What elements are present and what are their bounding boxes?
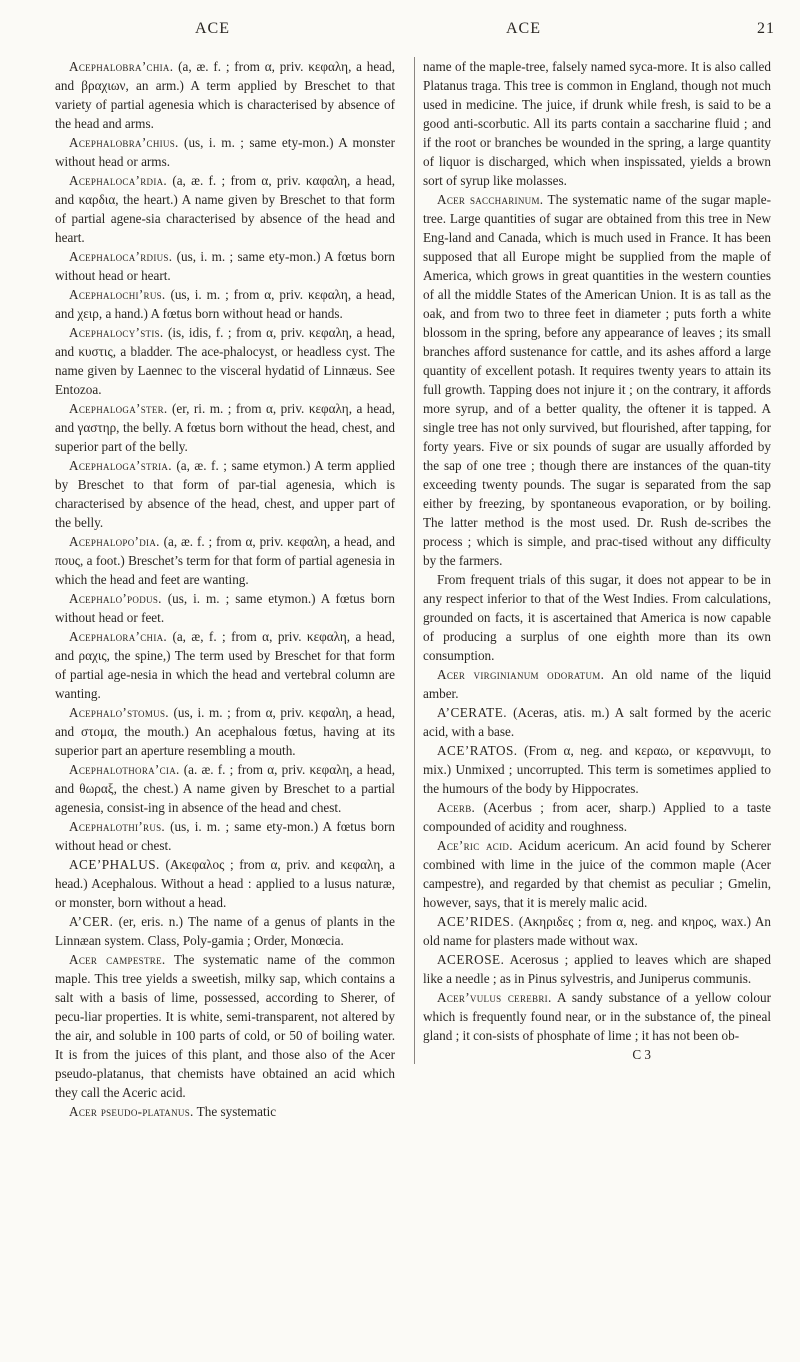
dictionary-entry	[55, 760, 395, 817]
dictionary-entry	[423, 57, 771, 190]
dictionary-entry	[55, 950, 395, 1102]
entry-headword: A’CERATE.	[437, 705, 508, 720]
entry-headword: ACE’PHALUS.	[69, 857, 160, 872]
dictionary-entry	[55, 247, 395, 285]
dictionary-entry	[423, 703, 771, 741]
dictionary-entry	[55, 57, 395, 133]
entry-definition: (a, æ. f. ; from α, priv. κεφαλη, a head, and βραχιων, an arm.) A term applied by Breschet to that variety of partial agenesia which is characterised by absence of the head and arms.	[55, 59, 395, 131]
entry-headword: ACEROSE.	[437, 952, 505, 967]
dictionary-entry	[55, 399, 395, 456]
entry-definition: (er, eris. n.) The name of a genus of plants in the Linnæan system. Class, Poly-gamia ; Order, Monœcia.	[55, 914, 395, 948]
entry-headword: Acephalo’stomus.	[69, 705, 169, 720]
entry-definition: An old name of the liquid amber.	[423, 667, 771, 701]
dictionary-entry	[423, 798, 771, 836]
entry-definition: (Acerbus ; from acer, sharp.) Applied to a taste compounded of acidity and roughness.	[423, 800, 771, 834]
entry-definition: A sandy substance of a yellow colour which is frequently found near, or in the substance of, the pineal gland ; it con-sists of phosphate of lime ; it has not been ob-	[423, 990, 772, 1043]
dictionary-entry	[55, 323, 395, 399]
entry-headword: Ace’ric acid.	[437, 838, 513, 853]
entry-headword: ACE’RATOS.	[437, 743, 518, 758]
dictionary-entry	[55, 703, 395, 760]
dictionary-entry	[55, 912, 395, 950]
entry-definition: (a. æ. f. ; from α, priv. κεφαλη, a head, and θωραξ, the chest.) A name given by Breschet to a partial agenesia, consist-ing in absence of the head and chest.	[55, 762, 395, 815]
dictionary-entry	[55, 855, 395, 912]
signature-mark: C 3	[632, 1047, 651, 1062]
right-column	[414, 57, 771, 1064]
entry-headword: Acer campestre.	[69, 952, 166, 967]
entry-definition: (is, idis, f. ; from α, priv. κεφαλη, a head, and κυστις, a bladder. The ace-phalocyst, or headless cyst. The name given by Laennec to the visceral hydatid of Linnæus. See Entozoa.	[55, 325, 395, 397]
entry-headword: Acer virginianum odoratum.	[437, 667, 605, 682]
entry-definition: (us, i. m. ; same ety-mon.) A monster without head or arms.	[55, 135, 395, 169]
left-column	[55, 57, 395, 1121]
entry-definition: (From α, neg. and κεραω, or κεραννυμι, to mix.) Unmixed ; uncorrupted. This term is sometimes applied to the humours of the body by Hippocrates.	[423, 743, 771, 796]
page-number: 21	[757, 20, 775, 37]
entry-headword: Acephalobra’chius.	[69, 135, 179, 150]
entry-headword: Acerb.	[437, 800, 476, 815]
dictionary-entry	[55, 171, 395, 247]
dictionary-entry	[423, 950, 771, 988]
entry-definition: (er, ri. m. ; from α, priv. κεφαλη, a head, and γαστηρ, the belly. A fœtus born without the head, chest, and superior part of the belly.	[55, 401, 395, 454]
entry-headword: Acephaloca’rdius.	[69, 249, 173, 264]
entry-definition: (us, i. m. ; from α, priv. κεφαλη, a head, and χειρ, a hand.) A fœtus born without head or hands.	[55, 287, 395, 321]
dictionary-entry	[55, 627, 395, 703]
entry-definition: (a, æ, f. ; from α, priv. κεφαλη, a head, and ραχις, the spine,) The term used by Breschet for that form of partial age-nesia in which the head and vertebral column are wanting.	[55, 629, 395, 701]
entry-definition: Acerosus ; applied to leaves which are shaped like a needle ; as in Pinus sylvestris, and Juniperus communis.	[423, 952, 771, 986]
running-head-left: ACE	[195, 20, 230, 37]
entry-definition: (Ακεφαλος ; from α, priv. and κεφαλη, a head.) Acephalous. Without a head : applied to a lusus naturæ, or monster, born without a head.	[55, 857, 395, 910]
running-head-right: ACE	[506, 20, 541, 37]
entry-definition: Acidum acericum. An acid found by Scherer combined with lime in the juice of the common maple (Acer campestre), and regarded by that chemist as peculiar ; Gmelin, however, says, that it is merely malic acid.	[423, 838, 771, 910]
entry-definition: (a, æ. f. ; same etymon.) A term applied by Breschet to that form of par-tial agenesia, which is characterised by absence of the head, chest, and upper part of the belly.	[55, 458, 395, 530]
entry-definition: The systematic	[193, 1104, 277, 1119]
entry-headword: Acer pseudo-platanus.	[69, 1104, 194, 1119]
dictionary-entry	[423, 190, 771, 570]
entry-headword: ACE’RIDES.	[437, 914, 515, 929]
dictionary-entry	[423, 665, 771, 703]
entry-headword: Acephalobra’chia.	[69, 59, 174, 74]
entry-definition: (us, i. m. ; same etymon.) A fœtus born without head or feet.	[55, 591, 395, 625]
dictionary-entry	[423, 836, 771, 912]
entry-headword: Acephalo’podus.	[69, 591, 162, 606]
dictionary-entry	[55, 589, 395, 627]
entry-definition: (us, i. m. ; from α, priv. κεφαλη, a head, and στομα, the mouth.) An acephalous fœtus, having at its superior part an aperture resembling a mouth.	[55, 705, 395, 758]
entry-headword: Acephalopo’dia.	[69, 534, 160, 549]
entry-headword: Acephalothi’rus.	[69, 819, 166, 834]
entry-headword: Acephaloca’rdia.	[69, 173, 168, 188]
entry-definition: The systematic name of the sugar maple-tree. Large quantities of sugar are obtained from this tree in New Eng-land and Canada, which is much used in France. It has been supposed that all Europe might be supplied from the maple of America, which grows in great quantities in the western counties of all the middle States of the American Union. It is as tall as the oak, and from two to three feet in diameter ; puts forth a white blossom in the spring, before any appearance of leaves ; its small branches afford sustenance for cattle, and its ashes afford a large quantity of excellent potash. It requires twenty years to attain its full growth. Tapping does not injure it ; on the contrary, it affords more syrup, and of a better quality, the oftener it is tapped. A single tree has not only survived, but flourished, after tapping, for forty years. Five or six pounds of sugar are usually afforded by the sap of one tree ; though there are instances of the quan-tity exceeding twenty pounds. The sugar is separated from the sap either by freezing, by spontaneous evaporation, or by boiling. The latter method is the most used. Dr. Rush de-scribes the process ; which is simple, and prac-tised without any difficulty by the farmers.	[423, 192, 772, 568]
entry-headword: Acephalocy’stis.	[69, 325, 164, 340]
entry-definition: The systematic name of the common maple. This tree yields a sweetish, milky sap, which contains a salt with a basis of lime, possessed, according to Sherer, of pecu-liar properties. It is white, semi-transparent, not altered by the air, and soluble in 100 parts of cold, or 50 of boiling water. It is from the juices of this plant, and those also of the Acer pseudo-platanus, that chemists have obtained an acid which they call the Aceric acid.	[55, 952, 395, 1100]
entry-definition: (a, æ. f. ; from α, priv. καφαλη, a head, and καρδια, the heart.) A name given by Breschet to that form of partial agene-sia characterised by absence of the head and heart.	[55, 173, 395, 245]
entry-definition: (a, æ. f. ; from α, priv. κεφαλη, a head, and πους, a foot.) Breschet’s term for that form of partial agenesia in which the head and feet are wanting.	[55, 534, 395, 587]
entry-headword: Acephaloga’stria.	[69, 458, 172, 473]
dictionary-entry	[55, 532, 395, 589]
entry-definition: (us, i. m. ; same ety-mon.) A fœtus born without head or chest.	[55, 819, 395, 853]
dictionary-entry	[423, 741, 771, 798]
entry-definition: (us, i. m. ; same ety-mon.) A fœtus born without head or heart.	[55, 249, 395, 283]
dictionary-entry	[423, 988, 771, 1045]
entry-definition: name of the maple-tree, falsely named syca-more. It is also called Platanus traga. This tree is common in England, though not much used in medicine. The juice, if drunk while fresh, is said to be a good anti-scorbutic. All its parts contain a saccharine fluid ; and if the root or branches be wounded in the spring, a large quantity of liquor is discharged, which when inspissated, yields a brown sort of syrup like molasses.	[423, 59, 771, 188]
entry-headword: A’CER.	[69, 914, 114, 929]
dictionary-entry	[55, 1102, 395, 1121]
dictionary-entry	[423, 912, 771, 950]
entry-headword: Acephalora’chia.	[69, 629, 168, 644]
entry-headword: Acephaloga’ster.	[69, 401, 168, 416]
entry-headword: Acer’vulus cerebri.	[437, 990, 552, 1005]
entry-headword: Acephalochi’rus.	[69, 287, 166, 302]
entry-definition: From frequent trials of this sugar, it does not appear to be in any respect inferior to that of the West Indies. From calculations, grounded on facts, it is ascertained that America is now capable of producing a surplus of one eighth more than its own consumption.	[423, 572, 771, 663]
dictionary-entry	[55, 133, 395, 171]
dictionary-entry	[55, 285, 395, 323]
entry-headword: Acer saccharinum.	[437, 192, 544, 207]
entry-definition: (Aceras, atis. m.) A salt formed by the aceric acid, with a base.	[423, 705, 771, 739]
dictionary-entry	[423, 570, 771, 665]
dictionary-entry	[55, 456, 395, 532]
dictionary-entry	[55, 817, 395, 855]
entry-headword: Acephalothora’cia.	[69, 762, 180, 777]
entry-definition: (Ακηριδες ; from α, neg. and κηρος, wax.) An old name for plasters made without wax.	[423, 914, 771, 948]
